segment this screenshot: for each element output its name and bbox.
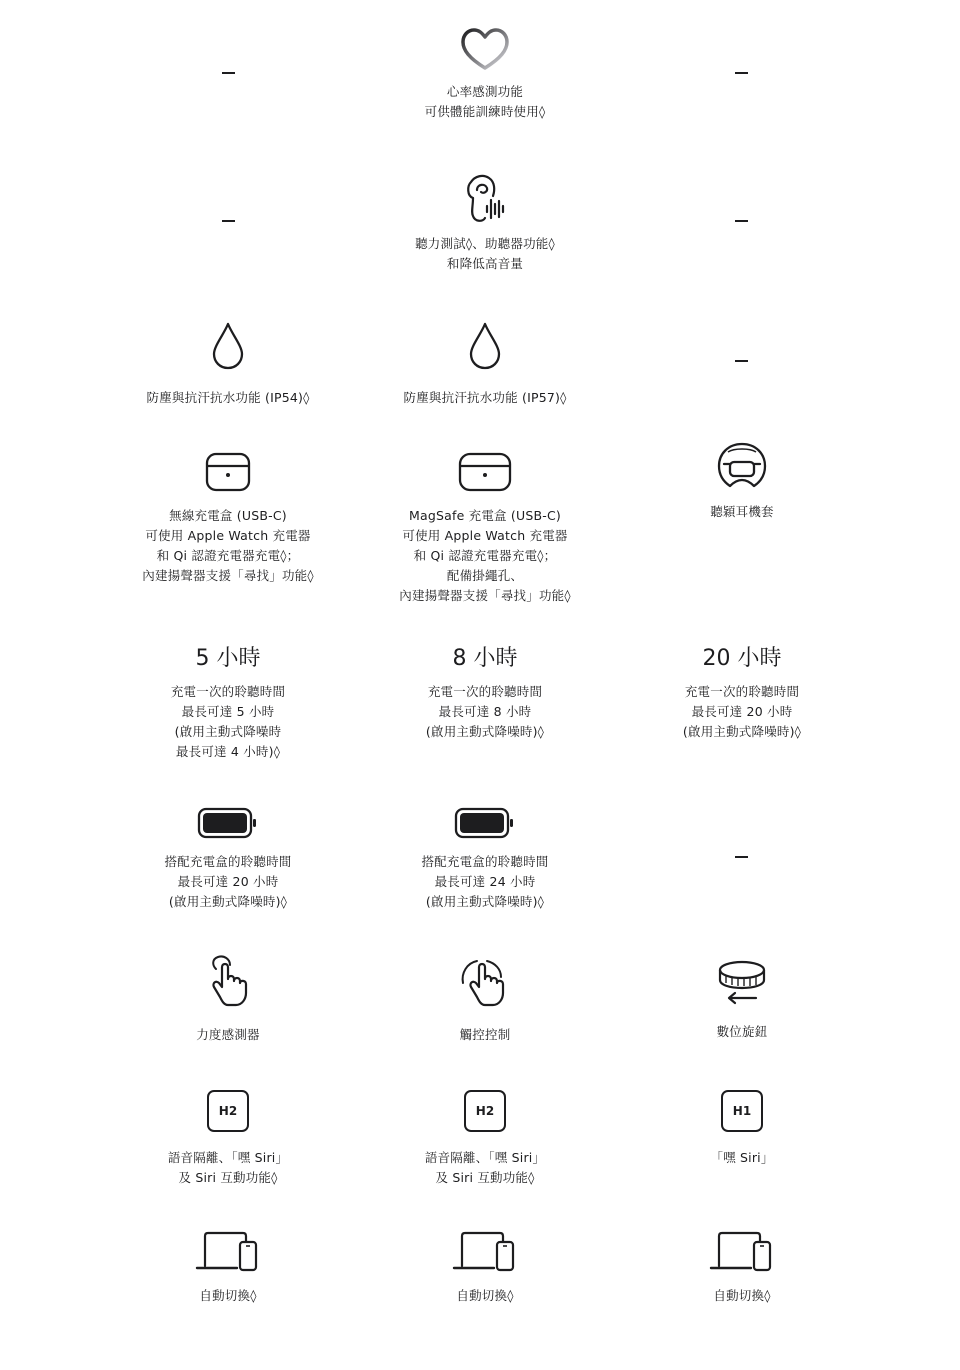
battery-full-icon <box>197 806 259 840</box>
crown-text: 數位旋鈕 <box>716 1024 768 1039</box>
charging-case-icon <box>204 450 252 494</box>
touch-hand-icon <box>455 953 515 1009</box>
case-text-4: 內建揚聲器支援「尋找」功能◊ <box>142 568 314 583</box>
case-text-4: 配備掛繩孔、 <box>446 568 524 583</box>
not-available-dash <box>735 856 748 858</box>
listening-text-2: 最長可達 8 小時 <box>438 704 532 719</box>
listening-text-4: 最長可達 4 小時)◊ <box>175 744 281 759</box>
battery-text-1: 搭配充電盒的聆聽時間 <box>421 854 549 869</box>
chip-feature-3 <box>612 1090 872 1168</box>
water-drop-icon <box>210 320 246 372</box>
water-text: 防塵與抗汗抗水功能 (IP54)◊ <box>146 390 310 405</box>
charging-case-feature-1 <box>98 450 358 586</box>
press-control-feature <box>98 953 358 1045</box>
charging-case-icon <box>457 450 513 494</box>
switch-text: 自動切換◊ <box>456 1288 514 1303</box>
heart-text-2: 可供體能訓練時使用◊ <box>424 104 546 119</box>
listening-time-1 <box>98 646 358 762</box>
not-available-dash <box>735 360 748 362</box>
heart-rate-feature <box>355 26 615 122</box>
case-text-3: 和 Qi 認證充電器充電◊； <box>413 548 557 563</box>
listening-hours: 5 小時 <box>195 646 261 671</box>
digital-crown-feature <box>612 958 872 1042</box>
listening-time-3 <box>612 646 872 742</box>
ear-cushion-icon <box>714 440 770 496</box>
press-hand-icon <box>202 953 254 1009</box>
case-text-5: 內建揚聲器支援「尋找」功能◊ <box>399 588 571 603</box>
water-resistance-feature-2 <box>355 320 615 408</box>
chip-feature-2 <box>355 1090 615 1188</box>
water-resistance-feature-1 <box>98 320 358 408</box>
listening-time-2 <box>355 646 615 742</box>
touch-control-feature <box>355 953 615 1045</box>
not-available-dash <box>222 72 235 74</box>
digital-crown-icon <box>716 958 768 1010</box>
case-text-1: 無線充電盒 (USB-C) <box>169 508 287 523</box>
chip-icon: H1 <box>721 1090 763 1132</box>
battery-text-2: 最長可達 24 小時 <box>434 874 536 889</box>
switch-text: 自動切換◊ <box>199 1288 257 1303</box>
chip-icon: H2 <box>207 1090 249 1132</box>
ear-cushion-feature <box>612 440 872 522</box>
battery-text-3: (啟用主動式降噪時)◊ <box>425 894 545 909</box>
charging-case-feature-2 <box>355 450 615 606</box>
press-text: 力度感測器 <box>196 1027 260 1042</box>
switch-text: 自動切換◊ <box>713 1288 771 1303</box>
battery-text-1: 搭配充電盒的聆聽時間 <box>164 854 292 869</box>
water-text: 防塵與抗汗抗水功能 (IP57)◊ <box>403 390 567 405</box>
case-text-2: 可使用 Apple Watch 充電器 <box>402 528 568 543</box>
chip-text-1: 「嘿 Siri」 <box>710 1150 774 1165</box>
ear-hearing-icon <box>461 170 509 226</box>
listening-text-3: (啟用主動式降噪時)◊ <box>425 724 545 739</box>
hearing-text-2: 和降低高音量 <box>446 256 524 271</box>
battery-feature-1 <box>98 806 358 912</box>
touch-text: 觸控控制 <box>459 1027 511 1042</box>
battery-full-icon <box>454 806 516 840</box>
laptop-phone-icon <box>450 1230 520 1274</box>
hearing-feature <box>355 170 615 274</box>
listening-hours: 8 小時 <box>452 646 518 671</box>
case-text-1: MagSafe 充電盒 (USB-C) <box>409 508 561 523</box>
chip-text-1: 語音隔離、「嘿 Siri」 <box>424 1150 546 1165</box>
heart-text-1: 心率感測功能 <box>446 84 524 99</box>
chip-text-2: 及 Siri 互動功能◊ <box>178 1170 278 1185</box>
water-drop-icon <box>467 320 503 372</box>
battery-feature-2 <box>355 806 615 912</box>
not-available-dash <box>222 220 235 222</box>
not-available-dash <box>735 220 748 222</box>
case-text-2: 可使用 Apple Watch 充電器 <box>145 528 311 543</box>
listening-text-3: (啟用主動式降噪時)◊ <box>682 724 802 739</box>
not-available-dash <box>735 72 748 74</box>
auto-switch-feature-2 <box>355 1230 615 1306</box>
chip-icon: H2 <box>464 1090 506 1132</box>
ear-cushion-text: 聽穎耳機套 <box>710 504 774 519</box>
case-text-3: 和 Qi 認證充電器充電◊； <box>156 548 300 563</box>
laptop-phone-icon <box>707 1230 777 1274</box>
chip-feature-1 <box>98 1090 358 1188</box>
heart-rate-icon <box>459 26 511 74</box>
auto-switch-feature-1 <box>98 1230 358 1306</box>
listening-text-2: 最長可達 5 小時 <box>181 704 275 719</box>
hearing-text-1: 聽力測試◊、助聽器功能◊ <box>415 236 555 251</box>
listening-text-3: (啟用主動式降噪時 <box>174 724 282 739</box>
auto-switch-feature-3 <box>612 1230 872 1306</box>
listening-text-1: 充電一次的聆聽時間 <box>684 684 800 699</box>
listening-text-2: 最長可達 20 小時 <box>691 704 793 719</box>
listening-text-1: 充電一次的聆聽時間 <box>170 684 286 699</box>
chip-text-2: 及 Siri 互動功能◊ <box>435 1170 535 1185</box>
battery-text-3: (啟用主動式降噪時)◊ <box>168 894 288 909</box>
listening-text-1: 充電一次的聆聽時間 <box>427 684 543 699</box>
chip-text-1: 語音隔離、「嘿 Siri」 <box>167 1150 289 1165</box>
listening-hours: 20 小時 <box>702 646 782 671</box>
laptop-phone-icon <box>193 1230 263 1274</box>
battery-text-2: 最長可達 20 小時 <box>177 874 279 889</box>
